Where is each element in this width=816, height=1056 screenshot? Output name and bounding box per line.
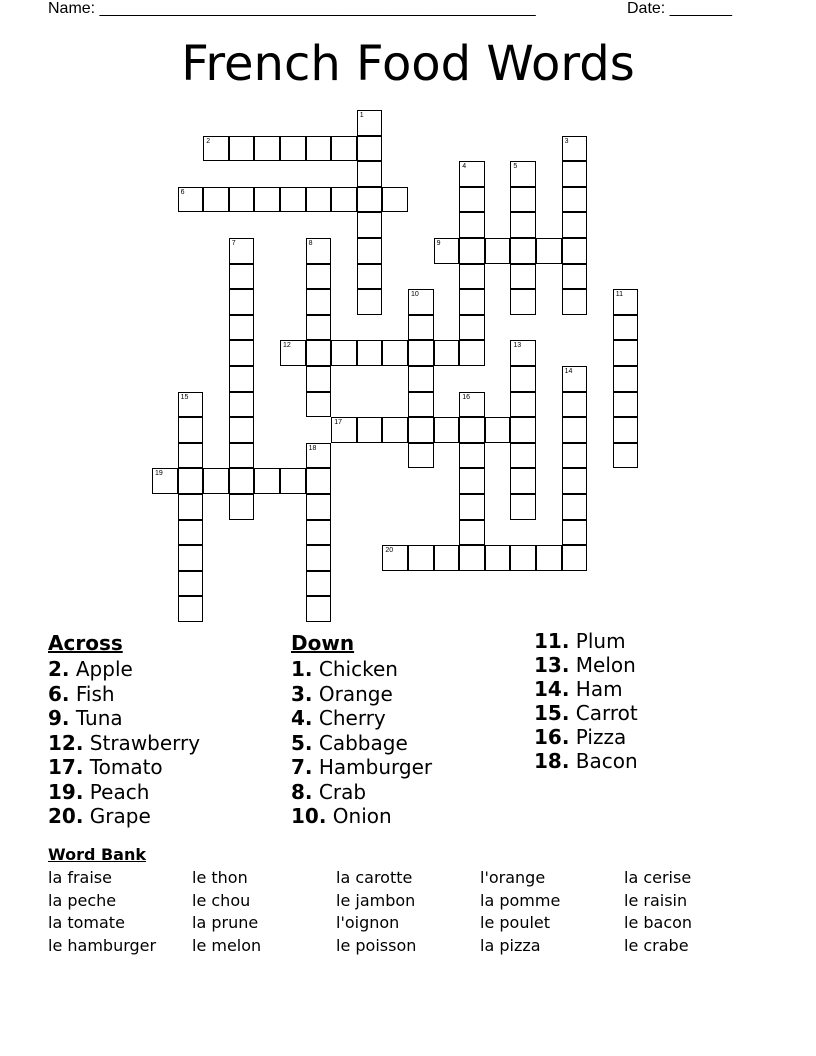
crossword-cell[interactable] xyxy=(510,340,536,366)
down-clue: 18. Bacon xyxy=(534,749,638,773)
crossword-cell[interactable] xyxy=(229,315,255,341)
word-bank-item: la peche xyxy=(48,890,117,910)
crossword-cell[interactable] xyxy=(280,340,306,366)
crossword-cell[interactable] xyxy=(562,443,588,469)
crossword-cell[interactable] xyxy=(510,366,536,392)
crossword-cell[interactable] xyxy=(280,187,306,213)
crossword-cell[interactable] xyxy=(178,187,204,213)
crossword-cell[interactable] xyxy=(178,545,204,571)
crossword-cell[interactable] xyxy=(459,392,485,418)
crossword-cell[interactable] xyxy=(459,212,485,238)
down-clue: 13. Melon xyxy=(534,653,636,677)
crossword-cell[interactable] xyxy=(357,110,383,136)
crossword-cell[interactable] xyxy=(459,545,485,571)
down-clue: 1. Chicken xyxy=(291,657,398,681)
crossword-cell[interactable] xyxy=(229,417,255,443)
crossword-cell[interactable] xyxy=(613,392,639,418)
word-bank-item: la cerise xyxy=(624,868,692,887)
crossword-cell[interactable] xyxy=(280,136,306,162)
crossword-cell[interactable] xyxy=(485,238,511,264)
word-bank-item: la tomate xyxy=(48,913,125,932)
crossword-cell[interactable] xyxy=(408,417,434,443)
crossword-cell[interactable] xyxy=(562,136,588,162)
cell-number: 8 xyxy=(308,240,313,247)
crossword-cell[interactable] xyxy=(382,545,408,571)
crossword-cell[interactable] xyxy=(510,392,536,418)
crossword-cell[interactable] xyxy=(229,443,255,469)
down-clue: 16. Pizza xyxy=(534,725,627,749)
crossword-cell[interactable] xyxy=(357,289,383,315)
word-bank-item: le raisin xyxy=(624,890,688,910)
cell-number: 18 xyxy=(308,444,317,452)
crossword-cell[interactable] xyxy=(178,494,204,520)
crossword-cell[interactable] xyxy=(254,468,280,494)
crossword-cell[interactable] xyxy=(408,315,434,341)
crossword-cell[interactable] xyxy=(562,494,588,520)
page-title: French Food Words xyxy=(181,36,635,92)
crossword-cell[interactable] xyxy=(459,443,485,469)
crossword-cell[interactable] xyxy=(306,264,332,290)
down-clue: 4. Cherry xyxy=(291,706,386,730)
word-bank-item: le thon xyxy=(192,868,248,887)
cell-number: 1 xyxy=(359,112,364,119)
crossword-cell[interactable] xyxy=(280,468,306,494)
cell-number: 13 xyxy=(513,342,522,350)
crossword-cell[interactable] xyxy=(408,289,434,315)
crossword-cell[interactable] xyxy=(306,443,332,469)
crossword-cell[interactable] xyxy=(510,289,536,315)
crossword-cell[interactable] xyxy=(562,366,588,392)
crossword-cell[interactable] xyxy=(510,238,536,264)
crossword-cell[interactable] xyxy=(229,468,255,494)
cell-number: 6 xyxy=(180,188,185,196)
crossword-cell[interactable] xyxy=(306,468,332,494)
word-bank-item: la carotte xyxy=(336,868,413,887)
date-field[interactable]: Date: _______ xyxy=(627,0,732,17)
name-field[interactable]: Name: _________________________________________________ xyxy=(48,0,536,17)
crossword-cell[interactable] xyxy=(536,545,562,571)
crossword-cell[interactable] xyxy=(306,545,332,571)
down-clue: 8. Crab xyxy=(291,779,367,804)
crossword-cell[interactable] xyxy=(613,315,639,341)
crossword-cell[interactable] xyxy=(152,468,178,494)
word-bank-column xyxy=(192,867,261,957)
crossword-cell[interactable] xyxy=(178,417,204,443)
word-bank-item: le chou xyxy=(192,890,251,910)
word-bank-item: le bacon xyxy=(624,913,693,932)
word-bank-item: le melon xyxy=(192,935,262,955)
across-clue: 17. Tomato xyxy=(48,755,163,779)
crossword-cell[interactable] xyxy=(203,468,229,494)
crossword-cell[interactable] xyxy=(459,315,485,341)
crossword-cell[interactable] xyxy=(510,212,536,238)
crossword-cell[interactable] xyxy=(229,238,255,264)
down-clue: 15. Carrot xyxy=(534,701,638,725)
across-clue: 20. Grape xyxy=(48,804,151,828)
crossword-cell[interactable] xyxy=(536,238,562,264)
crossword-cell[interactable] xyxy=(306,520,332,546)
word-bank-item: le poisson xyxy=(336,935,417,955)
crossword-cell[interactable] xyxy=(357,136,383,162)
crossword-cell[interactable] xyxy=(331,417,357,443)
crossword-cell[interactable] xyxy=(331,187,357,213)
across-clue: 6. Fish xyxy=(48,681,115,706)
crossword-cell[interactable] xyxy=(459,264,485,290)
crossword-cell[interactable] xyxy=(229,340,255,366)
crossword-cell[interactable] xyxy=(331,340,357,366)
crossword-cell[interactable] xyxy=(306,366,332,392)
down-clue: 10. Onion xyxy=(291,804,392,828)
crossword-cell[interactable] xyxy=(306,315,332,341)
word-bank-item: la fraise xyxy=(48,868,112,887)
down-clues-continued xyxy=(534,629,638,773)
crossword-cell[interactable] xyxy=(357,187,383,213)
crossword-cell[interactable] xyxy=(229,289,255,315)
crossword-cell[interactable] xyxy=(562,468,588,494)
crossword-cell[interactable] xyxy=(459,340,485,366)
word-bank-column xyxy=(624,867,692,957)
crossword-cell[interactable] xyxy=(331,136,357,162)
crossword-cell[interactable] xyxy=(357,340,383,366)
crossword-cell[interactable] xyxy=(357,417,383,443)
word-bank-heading: Word Bank xyxy=(48,845,147,864)
crossword-cell[interactable] xyxy=(510,443,536,469)
crossword-cell[interactable] xyxy=(306,494,332,520)
crossword-cell[interactable] xyxy=(562,161,588,187)
crossword-cell[interactable] xyxy=(485,417,511,443)
crossword-cell[interactable] xyxy=(459,238,485,264)
crossword-cell[interactable] xyxy=(459,187,485,213)
word-bank-item: le poulet xyxy=(480,913,551,932)
crossword-cell[interactable] xyxy=(459,520,485,546)
cell-number: 4 xyxy=(462,163,467,171)
crossword-cell[interactable] xyxy=(229,366,255,392)
cell-number: 7 xyxy=(231,240,236,247)
crossword-cell[interactable] xyxy=(459,468,485,494)
crossword-cell[interactable] xyxy=(178,443,204,469)
cell-number: 15 xyxy=(180,393,189,401)
cell-number: 10 xyxy=(411,291,419,299)
crossword-cell[interactable] xyxy=(613,366,639,392)
crossword-cell[interactable] xyxy=(306,238,332,264)
down-clue: 3. Orange xyxy=(291,681,393,706)
crossword-cell[interactable] xyxy=(510,161,536,187)
crossword-cell[interactable] xyxy=(306,187,332,213)
word-bank-item: la prune xyxy=(192,913,259,932)
crossword-cell[interactable] xyxy=(434,545,460,571)
cell-number: 16 xyxy=(462,393,470,401)
crossword-cell[interactable] xyxy=(178,392,204,418)
crossword-cell[interactable] xyxy=(254,187,280,213)
crossword-cell[interactable] xyxy=(382,187,408,213)
word-bank-item: la pizza xyxy=(480,935,541,955)
crossword-cell[interactable] xyxy=(562,264,588,290)
crossword-cell[interactable] xyxy=(357,161,383,187)
cell-number: 2 xyxy=(206,137,211,145)
cell-number: 11 xyxy=(615,291,624,299)
crossword-cell[interactable] xyxy=(306,571,332,597)
crossword-cell[interactable] xyxy=(510,187,536,213)
across-clue: 19. Peach xyxy=(48,779,150,804)
crossword-cell[interactable] xyxy=(408,545,434,571)
crossword-cell[interactable] xyxy=(510,494,536,520)
crossword-cell[interactable] xyxy=(562,392,588,418)
cell-number: 5 xyxy=(513,163,518,171)
across-clue: 2. Apple xyxy=(48,657,133,681)
crossword-cell[interactable] xyxy=(459,289,485,315)
crossword-cell[interactable] xyxy=(382,340,408,366)
crossword-cell[interactable] xyxy=(357,264,383,290)
crossword-cell[interactable] xyxy=(178,520,204,546)
down-clues xyxy=(291,629,432,829)
across-clue: 9. Tuna xyxy=(48,706,123,730)
across-heading: Across xyxy=(48,631,123,655)
crossword-cell[interactable] xyxy=(459,417,485,443)
word-bank-item: le crabe xyxy=(624,935,689,955)
crossword-cell[interactable] xyxy=(562,289,588,315)
crossword-cell[interactable] xyxy=(510,468,536,494)
crossword-cell[interactable] xyxy=(357,238,383,264)
crossword-cell[interactable] xyxy=(178,468,204,494)
crossword-cell[interactable] xyxy=(434,340,460,366)
crossword-cell[interactable] xyxy=(306,596,332,622)
crossword-cell[interactable] xyxy=(306,340,332,366)
crossword-cell[interactable] xyxy=(178,571,204,597)
crossword-cell[interactable] xyxy=(229,392,255,418)
crossword-cell[interactable] xyxy=(408,443,434,469)
crossword-cell[interactable] xyxy=(382,417,408,443)
crossword-cell[interactable] xyxy=(459,494,485,520)
crossword-cell[interactable] xyxy=(357,212,383,238)
word-bank-item: l'orange xyxy=(480,868,546,887)
word-bank-column xyxy=(480,867,560,957)
cell-number: 12 xyxy=(283,342,291,350)
across-clue: 12. Strawberry xyxy=(48,730,201,755)
cell-number: 3 xyxy=(564,137,569,145)
word-bank-item: la pomme xyxy=(480,890,561,910)
crossword-cell[interactable] xyxy=(178,596,204,622)
crossword-cell[interactable] xyxy=(562,417,588,443)
cell-number: 14 xyxy=(564,368,573,375)
crossword-cell[interactable] xyxy=(613,417,639,443)
crossword-cell[interactable] xyxy=(510,417,536,443)
down-heading: Down xyxy=(291,631,355,655)
crossword-cell[interactable] xyxy=(254,136,280,162)
crossword-cell[interactable] xyxy=(562,545,588,571)
crossword-cell[interactable] xyxy=(229,264,255,290)
crossword-cell[interactable] xyxy=(229,187,255,213)
crossword-cell[interactable] xyxy=(434,417,460,443)
crossword-cell[interactable] xyxy=(562,187,588,213)
cell-number: 9 xyxy=(436,240,441,247)
crossword-cell[interactable] xyxy=(229,494,255,520)
cell-number: 19 xyxy=(155,470,163,478)
word-bank-item: le hamburger xyxy=(48,935,157,955)
crossword-cell[interactable] xyxy=(562,520,588,546)
word-bank-item: le jambon xyxy=(336,890,416,910)
crossword-cell[interactable] xyxy=(459,161,485,187)
crossword-cell[interactable] xyxy=(562,212,588,238)
crossword-cell[interactable] xyxy=(408,392,434,418)
crossword-cell[interactable] xyxy=(408,366,434,392)
down-clue: 14. Ham xyxy=(534,677,623,701)
crossword-cell[interactable] xyxy=(613,340,639,366)
crossword-cell[interactable] xyxy=(408,340,434,366)
crossword-cell[interactable] xyxy=(485,545,511,571)
crossword-cell[interactable] xyxy=(613,443,639,469)
crossword-cell[interactable] xyxy=(203,187,229,213)
down-clue: 7. Hamburger xyxy=(291,755,433,779)
crossword-cell[interactable] xyxy=(306,289,332,315)
word-bank-column xyxy=(336,867,416,957)
cell-number: 17 xyxy=(334,419,342,427)
crossword-cell[interactable] xyxy=(562,238,588,264)
cell-number: 20 xyxy=(385,547,394,555)
crossword-cell[interactable] xyxy=(510,264,536,290)
crossword-cell[interactable] xyxy=(613,289,639,315)
crossword-cell[interactable] xyxy=(306,136,332,162)
word-bank-item: l'oignon xyxy=(336,913,400,932)
crossword-cell[interactable] xyxy=(229,136,255,162)
crossword-cell[interactable] xyxy=(203,136,229,162)
across-clues xyxy=(48,629,200,829)
crossword-cell[interactable] xyxy=(510,545,536,571)
down-clue: 11. Plum xyxy=(534,629,626,653)
down-clue: 5. Cabbage xyxy=(291,730,408,755)
crossword-cell[interactable] xyxy=(306,392,332,418)
crossword-cell[interactable] xyxy=(434,238,460,264)
word-bank-column xyxy=(48,867,156,957)
